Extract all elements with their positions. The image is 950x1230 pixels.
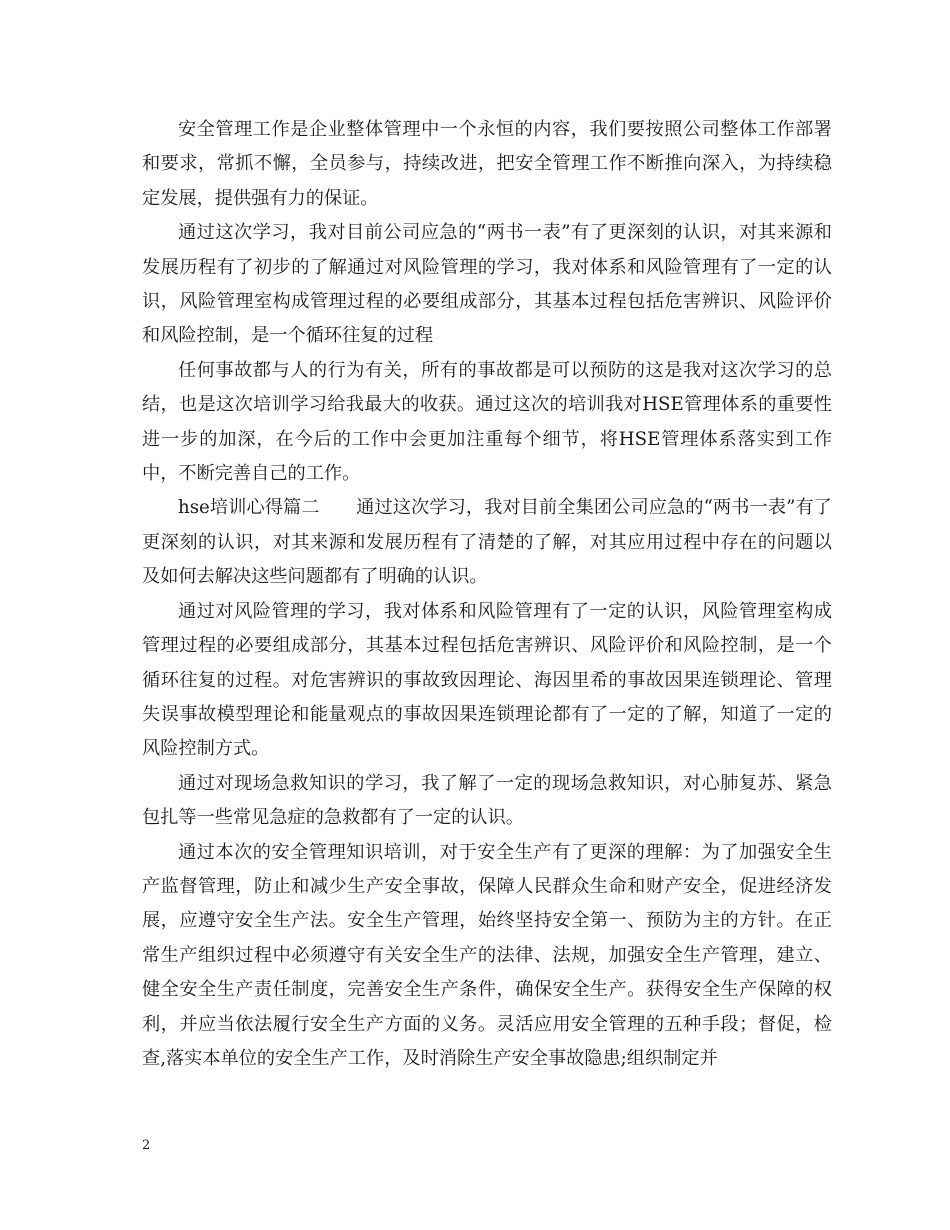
paragraph: 通过这次学习，我对目前公司应急的“两书一表”有了更深刻的认识，对其来源和发展历程有了初步的了解通过对风险管理的学习，我对体系和风险管理有了一定的认识，风险管理室构成管理过程的必要组成部分，其基本过程包括危害辨识、风险评价和风险控制，是一个循环往复的过程 [142, 222, 832, 347]
paragraph: 任何事故都与人的行为有关，所有的事故都是可以预防的这是我对这次学习的总结，也是这次培训学习给我最大的收获。通过这次的培训我对HSE管理体系的重要性进一步的加深，在今后的工作中会更加注重每个细节，将HSE管理体系落实到工作中，不断完善自己的工作。 [142, 359, 832, 485]
paragraph: 安全管理工作是企业整体管理中一个永恒的内容，我们要按照公司整体工作部署和要求，常抓不懈，全员参与，持续改进，把安全管理工作不断推向深入，为持续稳定发展，提供强有力的保证。 [142, 119, 832, 209]
paragraph: 通过本次的安全管理知识培训，对于安全生产有了更深的理解：为了加强安全生产监督管理，防止和减少生产安全事故，保障人民群众生命和财产安全，促进经济发展，应遵守安全生产法。安全生产管理，始终坚持安全第一、预防为主的方针。在正常生产组织过程中必须遵守有关安全生产的法律、法规，加强安全生产管理，建立、健全安全生产责任制度，完善安全生产条件，确保安全生产。获得安全生产保障的权利，并应当依法履行安全生产方面的义务。灵活应用安全管理的五种手段；督促，检查,落实本单位的安全生产工作，及时消除生产安全事故隐患;组织制定并 [142, 841, 832, 1069]
paragraph: 通过对风险管理的学习，我对体系和风险管理有了一定的认识，风险管理室构成管理过程的必要组成部分，其基本过程包括危害辨识、风险评价和风险控制，是一个循环往复的过程。对危害辨识的事故致因理论、海因里希的事故因果连锁理论、管理失误事故模型理论和能量观点的事故因果连锁理论都有了一定的了解，知道了一定的风险控制方式。 [142, 600, 832, 760]
paragraph: hse培训心得篇二 通过这次学习，我对目前全集团公司应急的“两书一表”有了更深刻的认识，对其来源和发展历程有了清楚的了解，对其应用过程中存在的问题以及如何去解决这些问题都有了明确的认识。 [142, 497, 832, 588]
document-body [142, 113, 832, 1076]
page-number: 2 [142, 1138, 151, 1153]
paragraph: 通过对现场急救知识的学习，我了解了一定的现场急救知识，对心肺复苏、紧急包扎等一些常见急症的急救都有了一定的认识。 [142, 772, 832, 829]
